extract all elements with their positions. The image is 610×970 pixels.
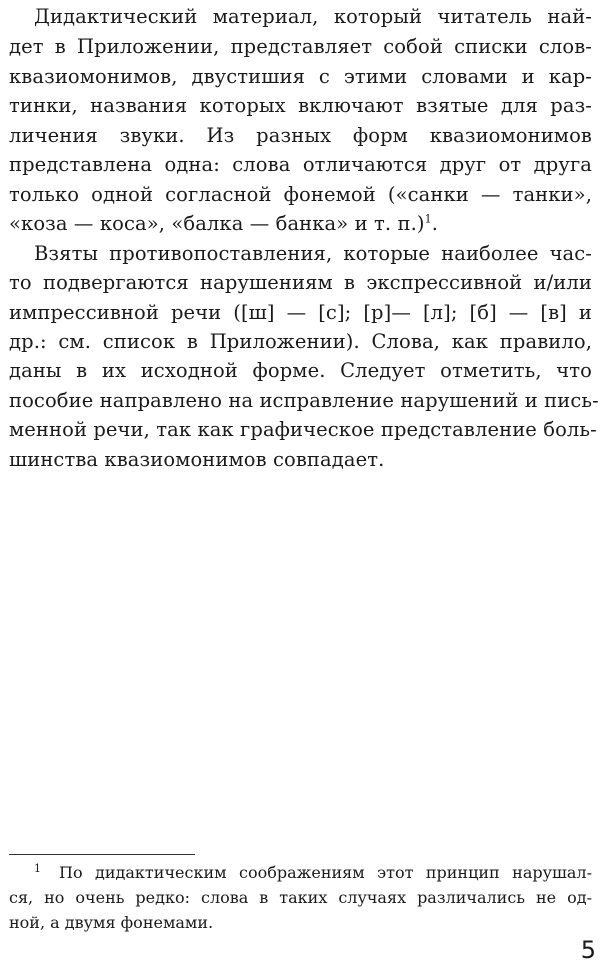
paragraph-1-line-3: квазиомонимов, двустишия с этими словами и кар-: [9, 65, 592, 88]
footnote-line-3: ной, а двумя фонемами.: [9, 913, 214, 932]
paragraph-2-line-5: даны в их исходной форме. Следует отметить, что: [9, 359, 592, 382]
footnote-line-1: По дидактическим соображениям этот принцип нарушал-: [59, 863, 592, 882]
footnote-divider: [9, 854, 195, 855]
paragraph-1-line-8-text: «коза — коса», «балка — банка» и т. п.): [9, 212, 425, 235]
paragraph-2-line-6: пособие направлено на исправление нарушений и пись-: [9, 389, 599, 412]
paragraph-1-line-1: Дидактический материал, который читатель най-: [34, 5, 592, 28]
paragraph-2-line-3: импрессивной речи ([ш] — [с]; [р]— [л]; [б] — [в] и: [9, 301, 592, 324]
paragraph-2-line-8: шинства квазиомонимов совпадает.: [9, 448, 385, 471]
footnote-line-2: ся, но очень редко: слова в таких случаях различались не од-: [9, 888, 592, 907]
paragraph-2-line-2: то подвергаются нарушениям в экспрессивной и/или: [9, 271, 592, 294]
paragraph-2-line-1: Взяты противопоставления, которые наиболее час-: [34, 242, 592, 265]
paragraph-2-line-7: менной речи, так как графическое представление боль-: [9, 418, 597, 441]
page-number: 5: [580, 936, 596, 964]
footnote-marker: 1: [34, 862, 41, 875]
paragraph-1-line-8: [9, 210, 592, 238]
paragraph-1-line-2: дет в Приложении, представляет собой списки слов-: [9, 35, 592, 58]
paragraph-1-line-7: только одной согласной фонемой («санки — танки»,: [9, 183, 592, 206]
paragraph-1-line-5: личения звуки. Из разных форм квазиомонимов: [9, 124, 592, 147]
paragraph-1-line-6: представлена одна: слова отличаются друг от друга: [9, 153, 592, 176]
paragraph-1-line-8-period: .: [431, 212, 439, 235]
paragraph-1-line-4: тинки, названия которых включают взятые для раз-: [9, 94, 592, 117]
paragraph-2-line-4: др.: см. список в Приложении). Слова, как правило,: [9, 330, 592, 353]
footnote-reference[interactable]: 1: [424, 212, 432, 226]
